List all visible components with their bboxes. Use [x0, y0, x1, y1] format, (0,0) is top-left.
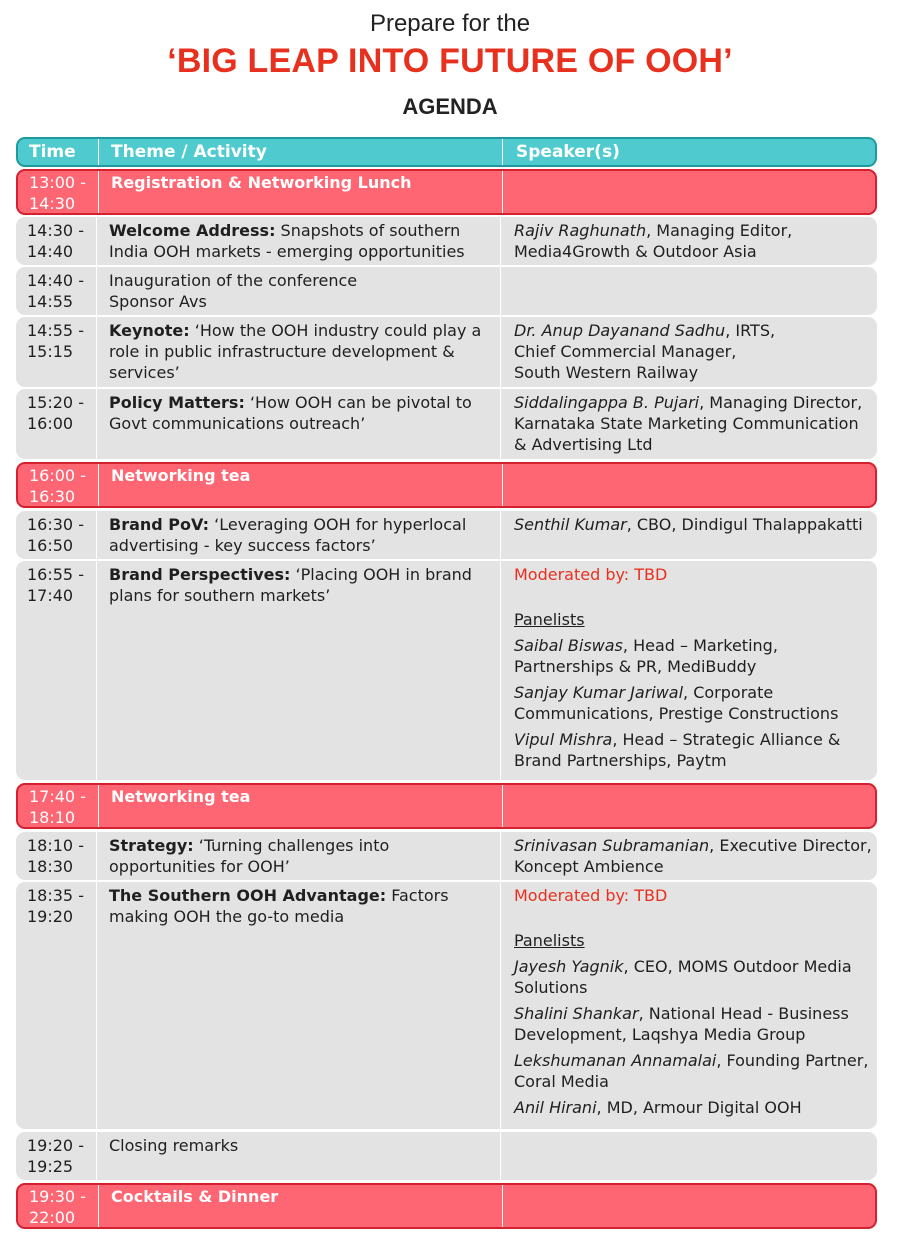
activity-cell	[96, 217, 500, 265]
panelists-label: Panelists	[514, 931, 585, 950]
panelist-entry: Lekshumanan Annamalai, Founding Partner, Coral Media	[514, 1051, 869, 1091]
column-header-time: Time	[29, 142, 76, 162]
activity-lead: Brand Perspectives:	[109, 565, 291, 584]
time-cell: 13:00 - 14:30	[29, 173, 86, 213]
activity-cell: Networking tea	[98, 464, 502, 506]
activity-lead: Policy Matters:	[109, 393, 245, 412]
table-row	[16, 882, 877, 1129]
panelist-entry: Jayesh Yagnik, CEO, MOMS Outdoor Media Solutions	[514, 957, 852, 997]
activity-cell	[96, 561, 500, 780]
speaker-cell	[500, 317, 877, 387]
speaker-name: Srinivasan Subramanian	[514, 836, 710, 855]
speaker-cell	[500, 267, 877, 315]
table-row-break	[16, 1183, 877, 1229]
activity-title: ‘Placing OOH in brand plans for southern markets’	[109, 565, 472, 605]
speaker-cell	[502, 785, 879, 827]
activity-title: Snapshots of southern India OOH markets - emerging opportunities	[109, 221, 465, 261]
main-title: ‘BIG LEAP INTO FUTURE OF OOH’	[167, 42, 733, 80]
panelist-entry: Anil Hirani, MD, Armour Digital OOH	[514, 1098, 802, 1117]
activity-cell: Networking tea	[98, 785, 502, 827]
speaker-name: Siddalingappa B. Pujari	[514, 393, 700, 412]
panelist-entry: Vipul Mishra, Head – Strategic Alliance & Brand Partnerships, Paytm	[514, 730, 841, 770]
activity-lead: Welcome Address:	[109, 221, 276, 240]
table-row	[16, 561, 877, 780]
speaker-cell	[500, 561, 877, 780]
activity-cell: Registration & Networking Lunch	[98, 171, 502, 213]
activity-title: ‘Turning challenges into opportunities for OOH’	[109, 836, 390, 876]
time-cell: 16:00 - 16:30	[29, 466, 86, 506]
speaker-name: Dr. Anup Dayanand Sadhu	[514, 321, 726, 340]
table-row-break	[16, 169, 877, 215]
time-cell: 19:20 - 19:25	[27, 1136, 84, 1176]
table-row	[16, 217, 877, 265]
moderator-text: Moderated by: TBD	[514, 565, 668, 584]
time-cell: 19:30 - 22:00	[29, 1187, 86, 1227]
speaker-cell	[500, 217, 877, 265]
table-row	[16, 832, 877, 880]
time-cell: 16:30 - 16:50	[27, 515, 84, 555]
time-cell: 14:40 - 14:55	[27, 271, 84, 311]
activity-cell	[96, 267, 500, 315]
activity-cell: Cocktails & Dinner	[98, 1185, 502, 1227]
table-row	[16, 1132, 877, 1180]
activity-cell	[96, 832, 500, 880]
speaker-cell	[500, 832, 877, 880]
pre-title: Prepare for the	[369, 10, 531, 37]
time-cell: 15:20 - 16:00	[27, 393, 84, 433]
speaker-name: Rajiv Raghunath	[514, 221, 647, 240]
activity-lead: Strategy:	[109, 836, 194, 855]
activity-lead: Keynote:	[109, 321, 190, 340]
activity-cell: Closing remarks	[96, 1132, 500, 1180]
speaker-cell	[500, 882, 877, 1129]
speaker-cell	[502, 464, 879, 506]
panelist-entry: Saibal Biswas, Head – Marketing, Partnerships & PR, MediBuddy	[514, 636, 778, 676]
moderator-text: Moderated by: TBD	[514, 886, 668, 905]
activity-title: Factors making OOH the go-to media	[109, 886, 449, 926]
speaker-role: , Managing Editor, Media4Growth & Outdoor Asia	[514, 221, 793, 261]
panelist-entry: Shalini Shankar, National Head - Business Development, Laqshya Media Group	[514, 1004, 849, 1044]
table-row	[16, 317, 877, 387]
time-cell: 17:40 - 18:10	[29, 787, 86, 827]
activity-cell	[96, 511, 500, 559]
time-cell: 16:55 - 17:40	[27, 565, 84, 605]
speaker-role: , Executive Director, Koncept Ambience	[514, 836, 872, 876]
speaker-role-line: Chief Commercial Manager,	[514, 342, 737, 361]
activity-title: ‘How OOH can be pivotal to Govt communications outreach’	[109, 393, 472, 433]
column-header-speakers: Speaker(s)	[502, 139, 879, 165]
panelists-label: Panelists	[514, 610, 585, 629]
time-cell: 14:30 - 14:40	[27, 221, 84, 261]
speaker-cell	[500, 389, 877, 459]
activity-cell	[96, 389, 500, 459]
time-cell: 14:55 - 15:15	[27, 321, 84, 361]
speaker-cell	[502, 1185, 879, 1227]
speaker-name: Senthil Kumar	[514, 515, 627, 534]
column-header-theme: Theme / Activity	[98, 139, 502, 165]
activity-title: ‘How the OOH industry could play a role in public infrastructure development & services’	[109, 321, 482, 382]
table-row-break	[16, 462, 877, 508]
panelist-entry: Sanjay Kumar Jariwal, Corporate Communications, Prestige Constructions	[514, 683, 839, 723]
activity-line: Sponsor Avs	[109, 292, 207, 311]
activity-cell	[96, 317, 500, 387]
speaker-cell	[502, 171, 879, 213]
activity-line: Inauguration of the conference	[109, 271, 358, 290]
table-header-row	[16, 137, 877, 167]
table-row	[16, 389, 877, 459]
table-row	[16, 267, 877, 315]
table-row-break	[16, 783, 877, 829]
activity-cell	[96, 882, 500, 1129]
activity-title: ‘Leveraging OOH for hyperlocal advertising - key success factors’	[109, 515, 467, 555]
speaker-role: , Managing Director, Karnataka State Marketing Communication & Advertising Ltd	[514, 393, 863, 454]
table-row	[16, 511, 877, 559]
activity-lead: Brand PoV:	[109, 515, 210, 534]
speaker-role-line: South Western Railway	[514, 363, 699, 382]
agenda-heading: AGENDA	[402, 94, 498, 119]
speaker-role: , IRTS,	[725, 321, 776, 340]
activity-lead: The Southern OOH Advantage:	[109, 886, 387, 905]
time-cell: 18:10 - 18:30	[27, 836, 84, 876]
speaker-cell	[500, 1132, 877, 1180]
speaker-role: , CBO, Dindigul Thalappakatti	[626, 515, 863, 534]
speaker-cell	[500, 511, 877, 559]
time-cell: 18:35 - 19:20	[27, 886, 84, 926]
